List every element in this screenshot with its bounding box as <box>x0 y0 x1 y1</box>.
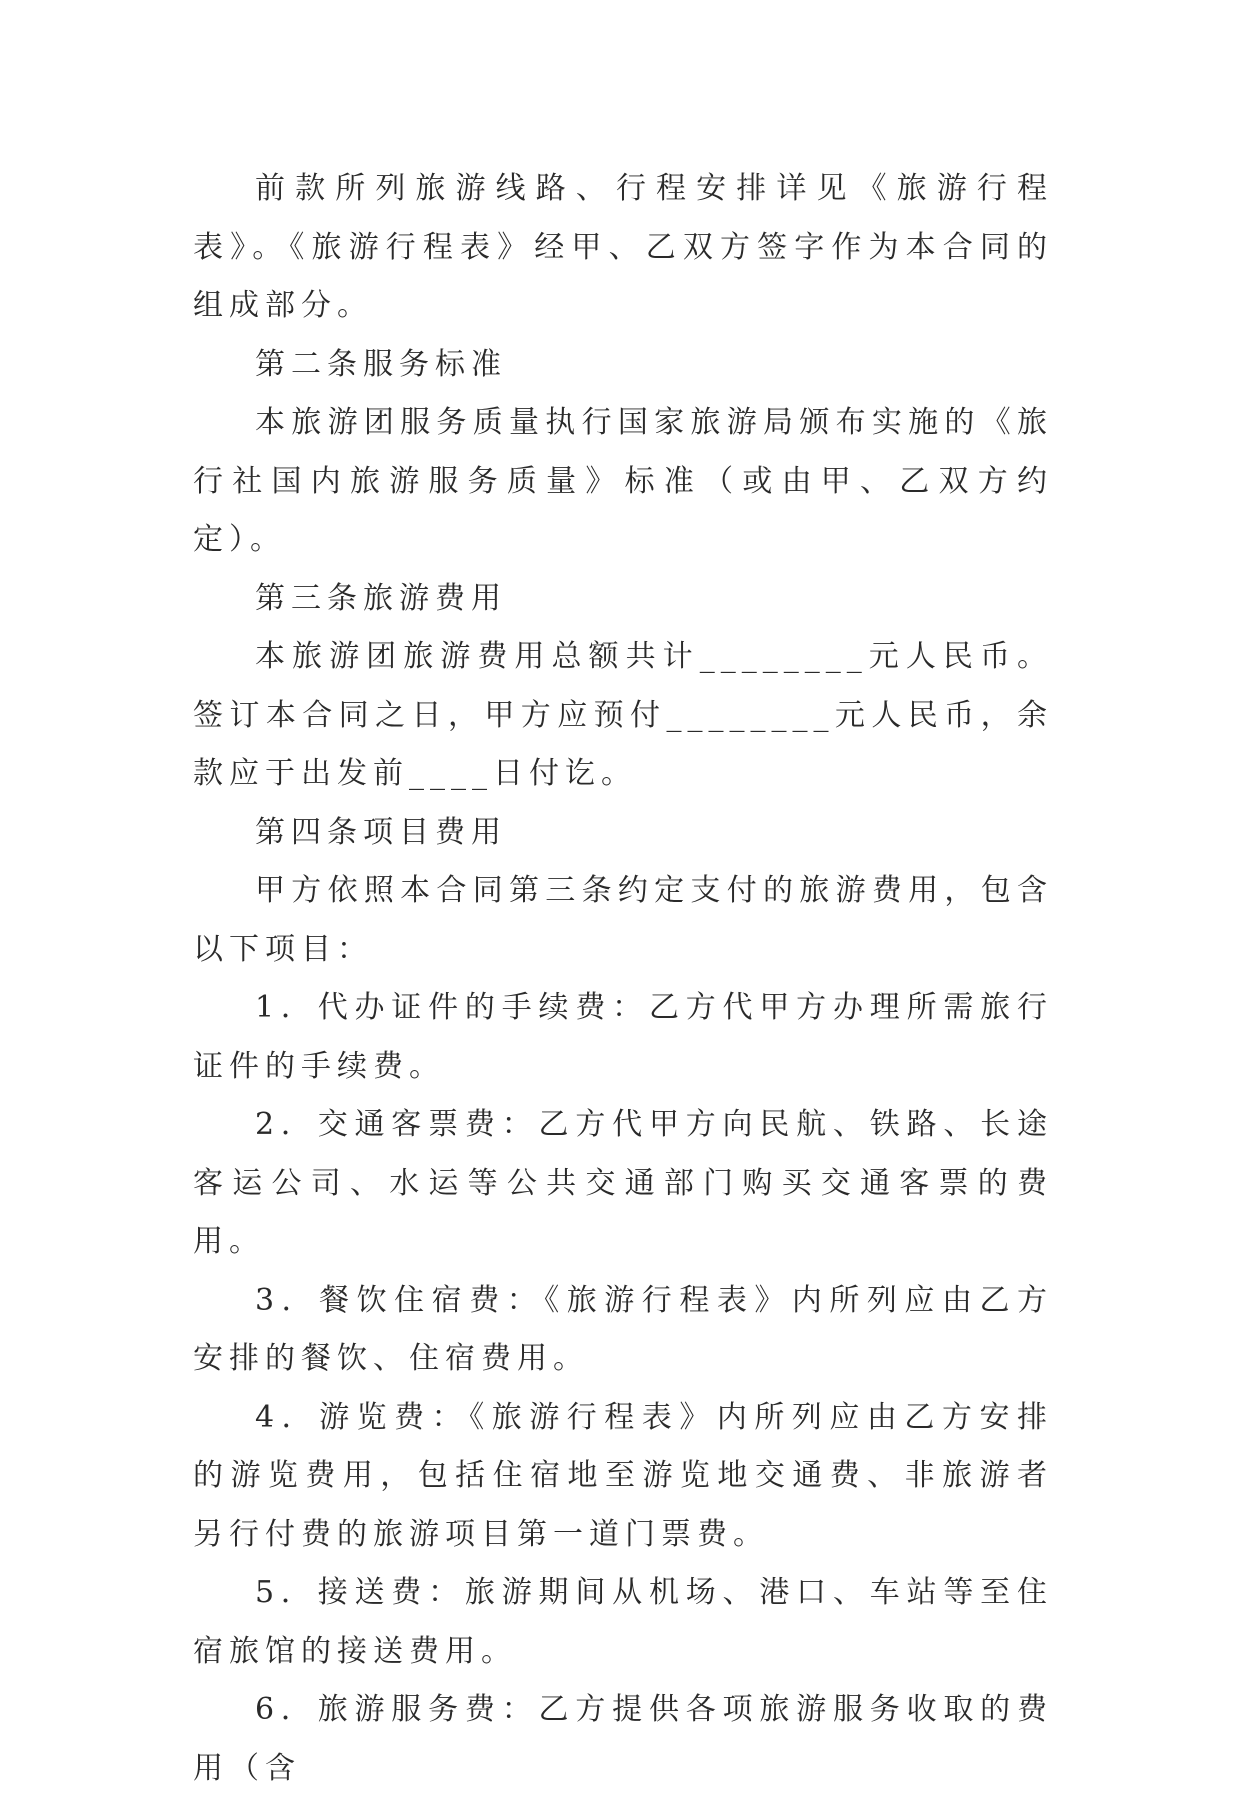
list-item-1: 1．代办证件的手续费：乙方代甲方办理所需旅行证件的手续费。 <box>193 990 1053 1084</box>
heading-article-2: 第二条服务标准 <box>255 346 507 382</box>
list-item-2: 2．交通客票费：乙方代甲方向民航、铁路、长途客运公司、水运等公共交通部门购买交通客票的费用。 <box>193 1107 1053 1259</box>
list-item-4: 4．游览费：《旅游行程表》内所列应由乙方安排的游览费用，包括住宿地至游览地交通费、非旅游者另行付费的旅游项目第一道门票费。 <box>193 1399 1053 1552</box>
paragraph-itinerary: 前款所列旅游线路、行程安排详见《旅游行程表》。《旅游行程表》经甲、乙双方签字作为本合同的组成部分。 <box>193 171 1053 323</box>
paragraph-travel-fees: 本旅游团旅游费用总额共计________元人民币。签订本合同之日，甲方应预付________元人民币，余款应于出发前____日付讫。 <box>193 639 1053 791</box>
list-item-3: 3．餐饮住宿费：《旅游行程表》内所列应由乙方安排的餐饮、住宿费用。 <box>193 1282 1053 1376</box>
paragraph-fee-items-intro: 甲方依照本合同第三条约定支付的旅游费用，包含以下项目： <box>193 873 1053 967</box>
document-body <box>193 160 1053 1798</box>
list-item-5: 5．接送费：旅游期间从机场、港口、车站等至住宿旅馆的接送费用。 <box>193 1575 1053 1669</box>
heading-article-4: 第四条项目费用 <box>255 814 507 850</box>
heading-article-3: 第三条旅游费用 <box>255 580 507 616</box>
paragraph-service-standard: 本旅游团服务质量执行国家旅游局颁布实施的《旅行社国内旅游服务质量》标准（或由甲、乙双方约定）。 <box>193 405 1053 557</box>
list-item-6: 6．旅游服务费：乙方提供各项旅游服务收取的费用（含 <box>193 1692 1053 1786</box>
